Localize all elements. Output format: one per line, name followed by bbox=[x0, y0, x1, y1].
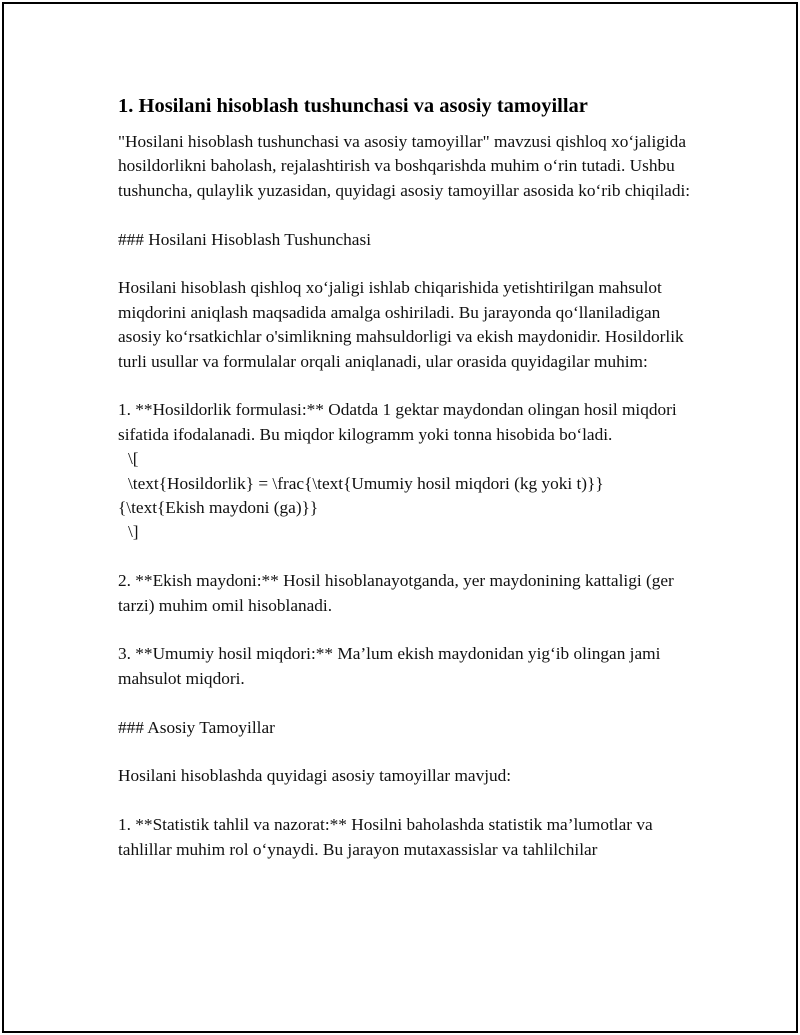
page-title: 1. Hosilani hisoblash tushunchasi va asosiy tamoyillar bbox=[118, 95, 588, 117]
list-item-1 bbox=[118, 398, 698, 544]
formula-open: \[ bbox=[128, 449, 139, 469]
heading-concept: ### Hosilani Hisoblash Tushunchasi bbox=[118, 229, 371, 249]
intro-paragraph: "Hosilani hisoblash tushunchasi va asosiy tamoyillar" mavzusi qishloq xo‘jaligida hosildorlikni baholash, rejalashtirish va boshqarishda muhim o‘rin tutadi. Ushbu tushuncha, qulaylik yuzasidan, quyidagi asosiy tamoyillar asosida ko‘rib chiqiladi: bbox=[118, 132, 691, 200]
formula-line-1: \text{Hosildorlik} = \frac{\text{Umumiy hosil miqdori (kg yoki t)}} bbox=[128, 473, 604, 493]
formula-line-2: {\text{Ekish maydoni (ga)}} bbox=[118, 498, 319, 518]
principle-item-1: 1. **Statistik tahlil va nazorat:** Hosilni baholashda statistik ma’lumotlar va tahlillar muhim rol o‘ynaydi. Bu jarayon mutaxassislar va tahlilchilar bbox=[118, 815, 657, 859]
heading-principles: ### Asosiy Tamoyillar bbox=[118, 717, 275, 737]
principles-intro: Hosilani hisoblashda quyidagi asosiy tamoyillar mavjud: bbox=[118, 766, 512, 786]
concept-paragraph: Hosilani hisoblash qishloq xo‘jaligi ishlab chiqarishida yetishtirilgan mahsulot miqdorini aniqlash maqsadida amalga oshiriladi. Bu jarayonda qo‘llaniladigan asosiy ko‘rsatkichlar o'simlikning mahsuldorligi va ekish maydonidir. Hosildorlik turli usullar va formulalar orqali aniqlanadi, ular orasida quyidagilar muhim: bbox=[118, 278, 688, 371]
list-item-2: 2. **Ekish maydoni:** Hosil hisoblanayotganda, yer maydonining kattaligi (ger tarzi) muhim omil hisoblanadi. bbox=[118, 571, 679, 615]
formula-close: \] bbox=[128, 522, 139, 542]
document-page bbox=[118, 92, 698, 886]
list-item-3: 3. **Umumiy hosil miqdori:** Ma’lum ekish maydonidan yig‘ib olingan jami mahsulot miqdori. bbox=[118, 644, 665, 688]
list-item-1-text: 1. **Hosildorlik formulasi:** Odatda 1 gektar maydondan olingan hosil miqdori sifatida ifodalanadi. Bu miqdor kilogramm yoki tonna hisobida bo‘ladi. bbox=[118, 400, 677, 444]
